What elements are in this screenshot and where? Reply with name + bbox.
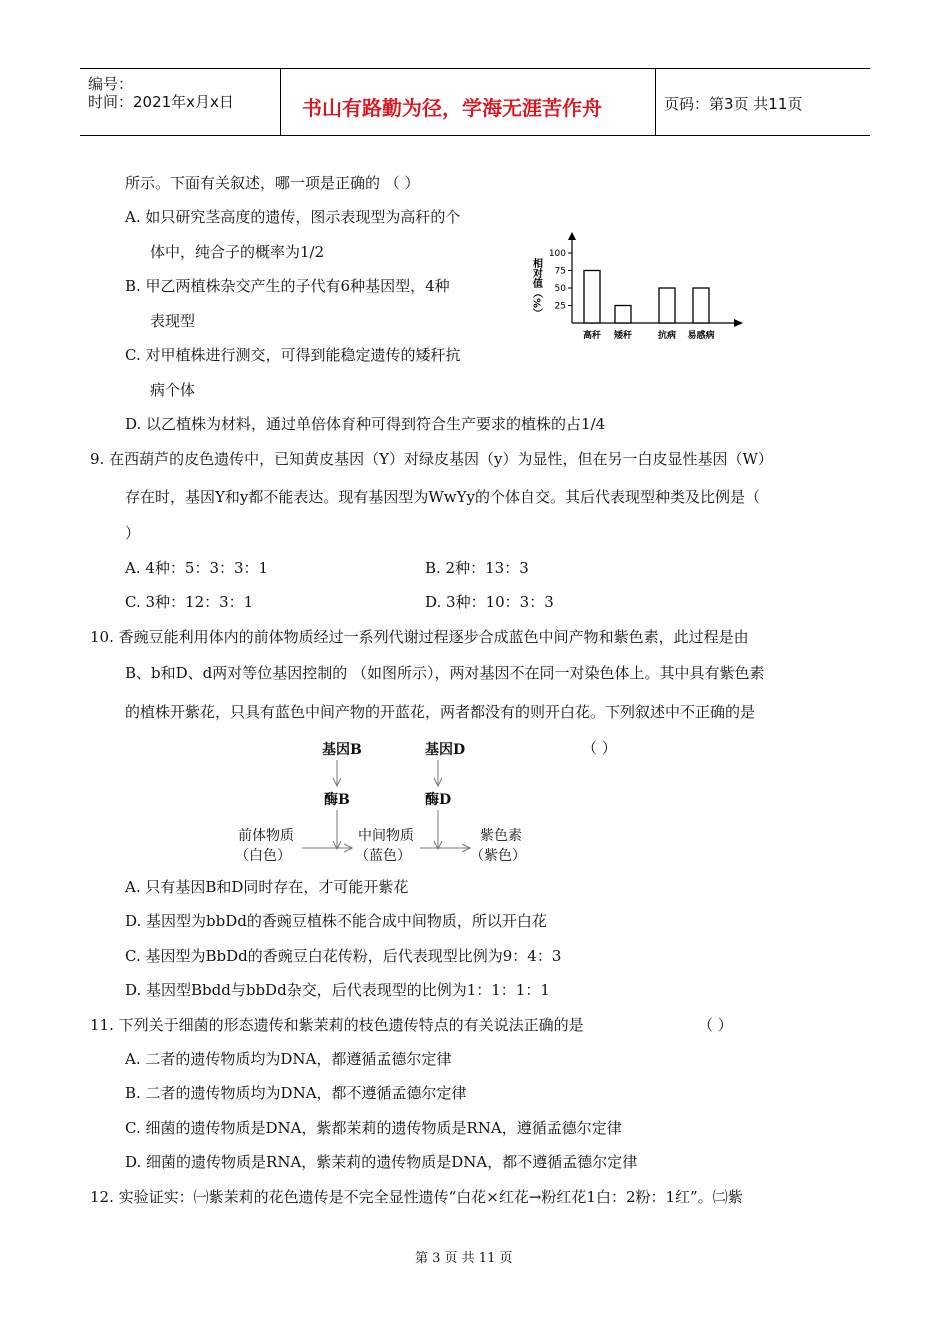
- q10-answer-paren: （ ）: [582, 739, 617, 757]
- diagram-gene-d: 基因D: [425, 742, 466, 758]
- q8-intro: 所示。下面有关叙述，哪一项是正确的 （ ）: [125, 174, 420, 192]
- doc-number-label: 编号：: [88, 75, 134, 93]
- q11-answer-paren: （ ）: [698, 1016, 733, 1034]
- q9-option-b: B. 2种：13：3: [425, 559, 529, 577]
- q9-stem-line1: 9. 在西葫芦的皮色遗传中，已知黄皮基因（Y）对绿皮基因（y）为显性，但在另一白皮显性基因（W）: [90, 450, 773, 468]
- q8-option-d: D. 以乙植株为材料，通过单倍体育种可得到符合生产要求的植株的占1/4: [125, 415, 606, 433]
- q9-stem-line3: ）: [125, 524, 141, 542]
- q10-stem-line3: 的植株开紫花，只具有蓝色中间产物的开蓝花，两者都没有的则开白花。下列叙述中不正确的是: [125, 703, 756, 721]
- q10-stem-line2: B、b和D、d两对等位基因控制的 （如图所示），两对基因不在同一对染色体上。其中具有紫色素: [125, 664, 765, 682]
- q9-option-d: D. 3种：10：3：3: [425, 593, 554, 611]
- q10-option-c: C. 基因型为BbDd的香豌豆白花传粉，后代表现型比例为9：4：3: [125, 947, 562, 965]
- q11-option-c: C. 细菌的遗传物质是DNA，紫都茉莉的遗传物质是RNA，遵循孟德尔定律: [125, 1119, 622, 1137]
- q10-stem-line1: 10. 香豌豆能利用体内的前体物质经过一系列代谢过程逐步合成蓝色中间产物和紫色素，此过程是由: [90, 628, 749, 646]
- q11-option-b: B. 二者的遗传物质均为DNA，都不遵循孟德尔定律: [125, 1084, 467, 1102]
- q8-option-c-line1: C. 对甲植株进行测交，可得到能稳定遗传的矮秆抗: [125, 346, 461, 364]
- q12-stem-line1: 12. 实验证实：㈠紫茉莉的花色遗传是不完全显性遗传“白花×红花→粉红花1白：2粉：1红”。㈡紫: [90, 1188, 743, 1206]
- page-footer: 第 3 页 共 11 页: [415, 1251, 513, 1266]
- q10-option-d: D. 基因型Bbdd与bbDd杂交，后代表现型的比例为1：1：1：1: [125, 981, 550, 999]
- q8-option-b-line2: 表现型: [150, 312, 196, 330]
- diagram-gene-b: 基因B: [322, 742, 362, 758]
- chart-y-tick-label: 50: [554, 284, 566, 294]
- diagram-enzyme-b: 酶B: [324, 792, 350, 808]
- q10-option-a: A. 只有基因B和D同时存在，才可能开紫花: [125, 878, 409, 896]
- q8-option-b-line1: B. 甲乙两植株杂交产生的子代有6种基因型，4种: [125, 277, 450, 295]
- q8-option-a-line2: 体中，纯合子的概率为1/2: [150, 243, 325, 261]
- q9-stem-line2: 存在时，基因Y和y都不能表达。现有基因型为WwYy的个体自交。其后代表现型种类及比例是（: [125, 488, 761, 506]
- q8-option-c-line2: 病个体: [150, 381, 196, 399]
- diagram-pigment-color: （紫色）: [470, 848, 526, 864]
- diagram-intermediate-color: （蓝色）: [355, 848, 411, 864]
- q11-option-d: D. 细菌的遗传物质是RNA，紫茉莉的遗传物质是DNA，都不遵循孟德尔定律: [125, 1153, 638, 1171]
- diagram-enzyme-d: 酶D: [425, 792, 452, 808]
- q11-stem: 11. 下列关于细菌的形态遗传和紫茉莉的枝色遗传特点的有关说法正确的是: [90, 1016, 584, 1034]
- q9-option-a: A. 4种：5：3：3：1: [125, 559, 269, 577]
- doc-date-label: 时间：2021年x月x日: [88, 93, 234, 111]
- q11-option-a: A. 二者的遗传物质均为DNA，都遵循孟德尔定律: [125, 1050, 452, 1068]
- diagram-precursor: 前体物质: [238, 828, 294, 844]
- chart-y-tick-label: 75: [554, 266, 566, 277]
- chart-category-label: 高秆: [582, 331, 602, 341]
- diagram-intermediate: 中间物质: [358, 828, 414, 844]
- diagram-precursor-color: （白色）: [235, 848, 291, 864]
- chart-y-tick-label: 100: [548, 249, 566, 259]
- header-motto: 书山有路勤为径，学海无涯苦作舟: [302, 96, 602, 120]
- q8-option-a-line1: A. 如只研究茎高度的遗传，图示表现型为高秆的个: [125, 208, 461, 226]
- diagram-pigment: 紫色素: [480, 828, 522, 844]
- chart-category-label: 抗病: [657, 331, 677, 341]
- chart-category-label: 矮秆: [613, 331, 633, 341]
- q10-option-b: D. 基因型为bbDd的香豌豆植株不能合成中间物质，所以开白花: [125, 912, 547, 930]
- chart-y-tick-label: 25: [554, 301, 566, 312]
- chart-y-axis-label: 相对值（%）: [530, 258, 542, 319]
- chart-category-label: 易感病: [687, 331, 715, 341]
- page-counter: 页码：第3页 共11页: [664, 95, 803, 113]
- q9-option-c: C. 3种：12：3：1: [125, 593, 254, 611]
